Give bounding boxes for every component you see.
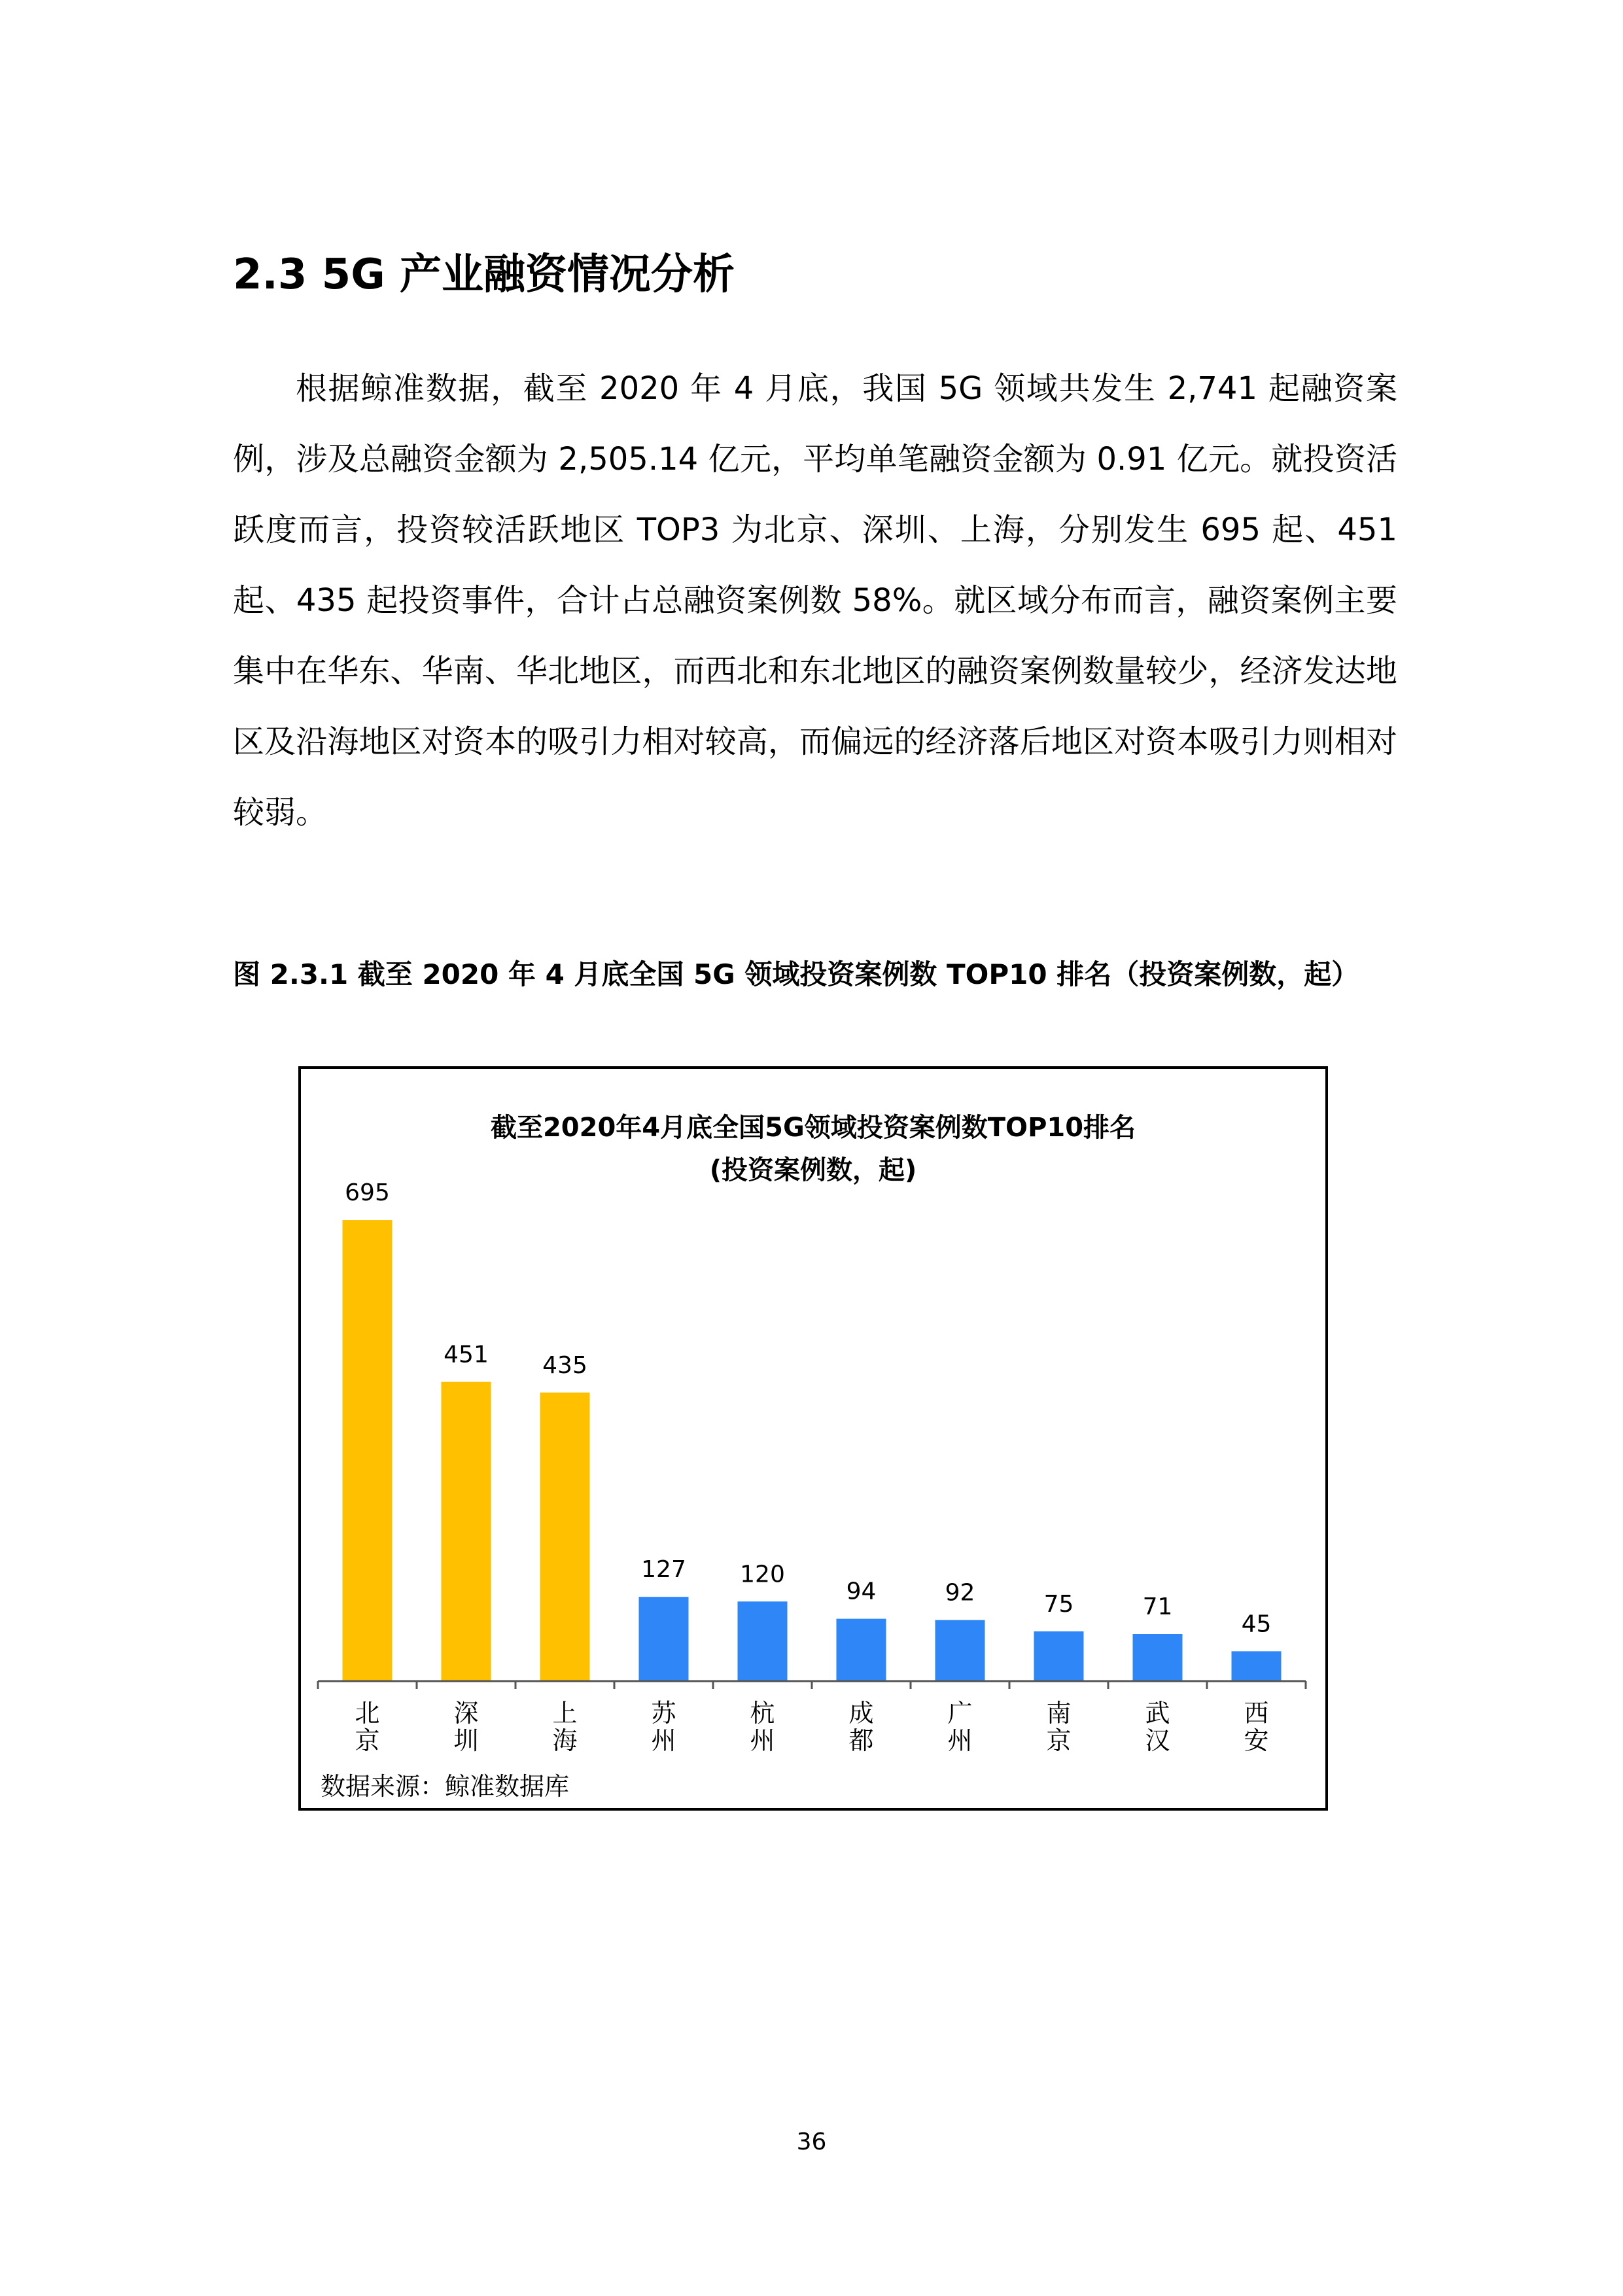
category-label-9: 西安	[1244, 1699, 1269, 1755]
bar-7	[1034, 1631, 1084, 1681]
category-label-4: 杭州	[750, 1699, 775, 1755]
data-label-6: 92	[945, 1579, 975, 1607]
data-label-9: 45	[1241, 1610, 1272, 1638]
category-label-3: 苏州	[651, 1699, 676, 1755]
category-label-8: 武汉	[1145, 1699, 1170, 1755]
bar-1	[442, 1382, 491, 1681]
page-number: 36	[796, 2129, 827, 2155]
chart-subtitle: (投资案例数，起)	[709, 1155, 917, 1185]
bar-3	[639, 1597, 689, 1681]
body-paragraph-1: 根据鲸准数据，截至 2020 年 4 月底，我国 5G 领域共发生 2,741 起融资案例，涉及总融资金额为 2,505.14 亿元，平均单笔融资金额为 0.91 亿元。就投资活跃度而言，投资较活跃地区 TOP3 为北京、深圳、上海，分别发生 695 起、451 起、435 起投资事件，合计占总融资案例数 58%。就区域分布而言，融资案例主要集中在华东、华南、华北地区，而西北和东北地区的融资案例数量较少，经济发达地区及沿海地区对资本的吸引力相对较高，而偏远的经济落后地区对资本吸引力则相对较弱。	[233, 370, 1397, 831]
bar-chart	[298, 1066, 1328, 1811]
data-label-4: 120	[740, 1561, 785, 1588]
bar-6	[935, 1620, 985, 1681]
bar-4	[738, 1601, 788, 1681]
category-label-5: 成都	[848, 1699, 874, 1755]
category-label-2: 上海	[552, 1699, 578, 1755]
bar-8	[1133, 1634, 1183, 1681]
data-label-8: 71	[1142, 1593, 1173, 1620]
chart-title: 截至2020年4月底全国5G领域投资案例数TOP10排名	[490, 1113, 1136, 1143]
data-label-5: 94	[846, 1578, 877, 1605]
category-label-6: 广州	[947, 1699, 973, 1755]
bar-5	[837, 1619, 886, 1681]
category-label-1: 深圳	[453, 1699, 479, 1755]
data-label-1: 451	[444, 1341, 489, 1368]
bar-2	[540, 1393, 590, 1681]
data-label-3: 127	[641, 1556, 686, 1584]
category-label-0: 北京	[355, 1699, 380, 1755]
data-source: 数据来源：鲸准数据库	[321, 1772, 570, 1801]
bar-0	[343, 1220, 393, 1681]
figure-caption: 图 2.3.1 截至 2020 年 4 月底全国 5G 领域投资案例数 TOP10 排名（投资案例数，起）	[233, 958, 1359, 990]
chart-plot	[301, 1069, 1325, 1808]
category-label-7: 南京	[1046, 1699, 1072, 1755]
data-label-7: 75	[1043, 1590, 1074, 1618]
section-title: 2.3 5G 产业融资情况分析	[233, 251, 735, 299]
data-label-2: 435	[542, 1351, 587, 1379]
data-label-0: 695	[345, 1179, 390, 1207]
bar-9	[1232, 1651, 1282, 1681]
